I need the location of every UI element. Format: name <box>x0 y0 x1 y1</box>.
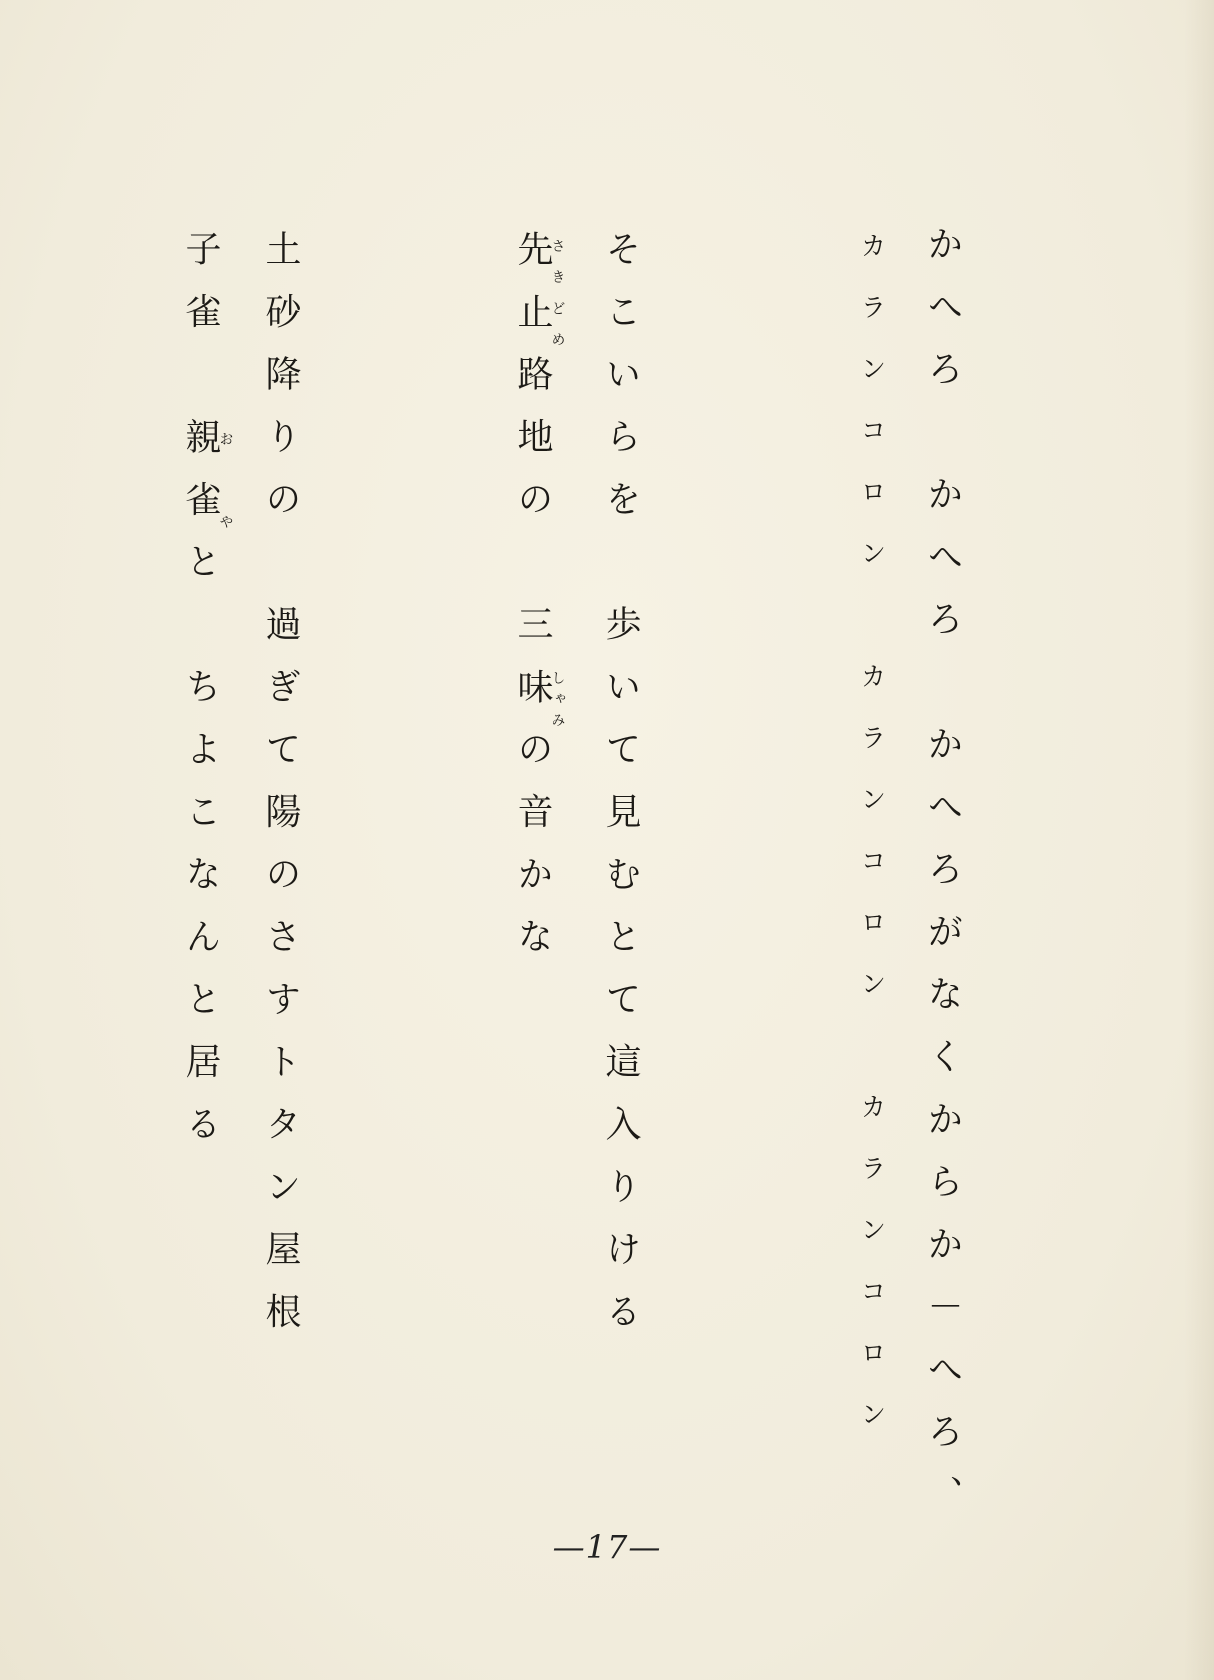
poem-column-6-end: と ちよこなんと居る <box>180 542 221 1168</box>
poem-column-6 <box>182 230 233 1168</box>
poem-column-1: かへろ かへろ かへろがなくからか－へろ、 <box>922 225 963 1538</box>
ruby-saki: 先さき <box>512 230 566 293</box>
page-number: —17— <box>552 1528 662 1566</box>
ruby-oya: 親雀おや <box>180 417 234 543</box>
poem-column-5: 土砂降りの 過ぎて陽のさすトタン屋根 <box>260 230 301 1355</box>
poem-column-4-end: の音かな <box>512 730 553 980</box>
ruby-dome: 止どめ <box>512 292 566 355</box>
poem-column-4 <box>514 230 565 980</box>
poem-column-2: カランコロン カランコロン カランコロン <box>856 232 886 1462</box>
poem-column-3: そこいらを 歩いて見むとて這入りける <box>600 230 641 1355</box>
poem-column-6-start: 子雀 <box>180 230 221 418</box>
ruby-shami: 味しゃみ <box>512 667 566 730</box>
poem-column-4-mid: 路地の 三 <box>512 355 553 668</box>
